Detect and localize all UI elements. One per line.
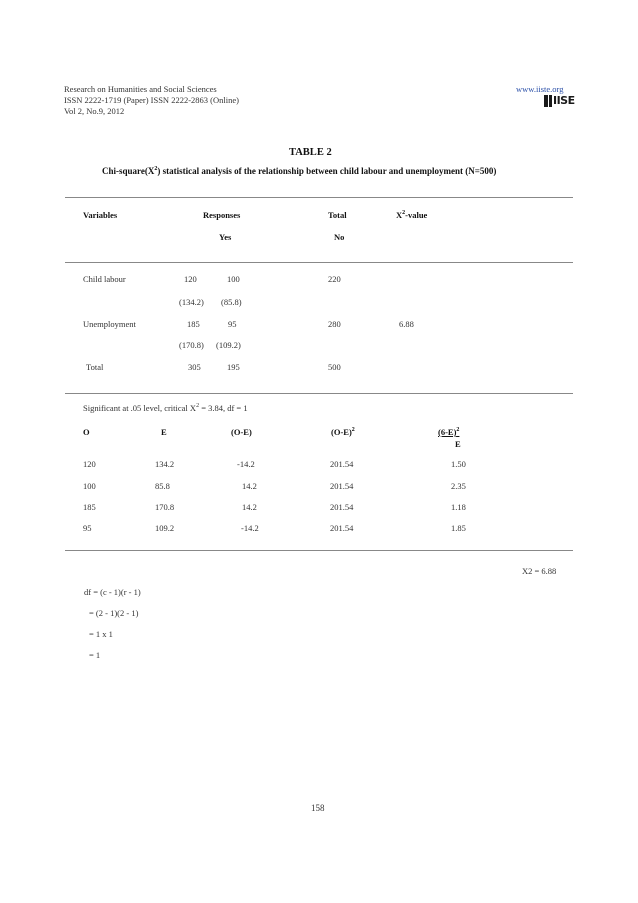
comp-fraction: 1.85 [451,523,466,533]
header-variables: Variables [83,210,118,220]
row-no-total: 195 [227,362,240,372]
row-variable-total: Total [86,362,104,372]
table-caption: Chi-$square(X^2)$ statistical analysis of the relationship between child labour and unemployment (N=500) [102,166,497,176]
comp-e: 170.8 [155,502,175,512]
comp-oe-squared: 201.54 [330,502,354,512]
volume-line: Vol 2, No.9, 2012 [64,106,125,116]
row-variable: Unemployment [83,319,136,329]
comp-fraction: 1.50 [451,459,466,469]
header-total: Total [328,210,347,220]
comp-oe: 14.2 [242,502,257,512]
row-total: 220 [328,274,341,284]
comp-oe: -14.2 [237,459,255,469]
comp-header-fraction-denominator: E [455,439,461,449]
significance-note: Significant at .05 level, critical $X^2 = 3.84$, df = 1 [83,403,248,413]
comp-header-oe-squared: $(O-E)^2$ [331,427,355,437]
row-expected-no: (109.2) [216,340,241,350]
table-bottom-rule [65,393,573,394]
header-yes: Yes [219,232,232,242]
comp-oe-squared: 201.54 [330,481,354,491]
row-yes: 185 [187,319,200,329]
header-x2-value: $X^2$-value [396,210,428,220]
row-total: 280 [328,319,341,329]
comp-oe-squared: 201.54 [330,523,354,533]
comp-e: 109.2 [155,523,175,533]
df-step-2: = 1 x 1 [89,629,113,639]
comp-header-e: E [161,427,167,437]
comp-o: 100 [83,481,96,491]
df-result: = 1 [89,650,101,660]
comp-header-fraction-numerator: $(6-E)^2$ [438,427,460,437]
comp-header-o: O [83,427,90,437]
comp-oe: -14.2 [241,523,259,533]
logo-text: IISE [553,94,575,107]
row-no: 100 [227,274,240,284]
comp-o: 120 [83,459,96,469]
row-expected-yes: (134.2) [179,297,204,307]
computation-bottom-rule [65,550,573,551]
comp-oe-squared: 201.54 [330,459,354,469]
header-rule [65,262,573,263]
journal-url-link[interactable]: www.iiste.org [516,84,564,94]
comp-e: 85.8 [155,481,170,491]
comp-oe: 14.2 [242,481,257,491]
row-yes: 120 [184,274,197,284]
comp-o: 95 [83,523,92,533]
table-top-rule [65,197,573,198]
header-no: No [334,232,345,242]
comp-o: 185 [83,502,96,512]
df-step-1: = (2 - 1)(2 - 1) [89,608,139,618]
page-number: 158 [311,803,325,813]
row-expected-yes: (170.8) [179,340,204,350]
comp-fraction: 2.35 [451,481,466,491]
df-formula: df = (c - 1)(r - 1) [84,587,141,597]
header-responses: Responses [203,210,241,220]
comp-fraction: 1.18 [451,502,466,512]
row-variable: Child labour [83,274,126,284]
row-total-total: 500 [328,362,341,372]
table-label: TABLE 2 [289,147,332,158]
row-expected-no: (85.8) [221,297,242,307]
comp-header-oe: (O-E) [231,427,252,437]
comp-e: 134.2 [155,459,175,469]
journal-name: Research on Humanities and Social Sciences [64,84,217,94]
row-x2-value: 6.88 [399,319,414,329]
row-yes-total: 305 [188,362,201,372]
row-no: 95 [228,319,237,329]
chi-square-result: X2 = 6.88 [522,566,557,576]
issn-line: ISSN 2222-1719 (Paper) ISSN 2222-2863 (Online) [64,95,239,105]
iiste-logo [544,94,575,107]
